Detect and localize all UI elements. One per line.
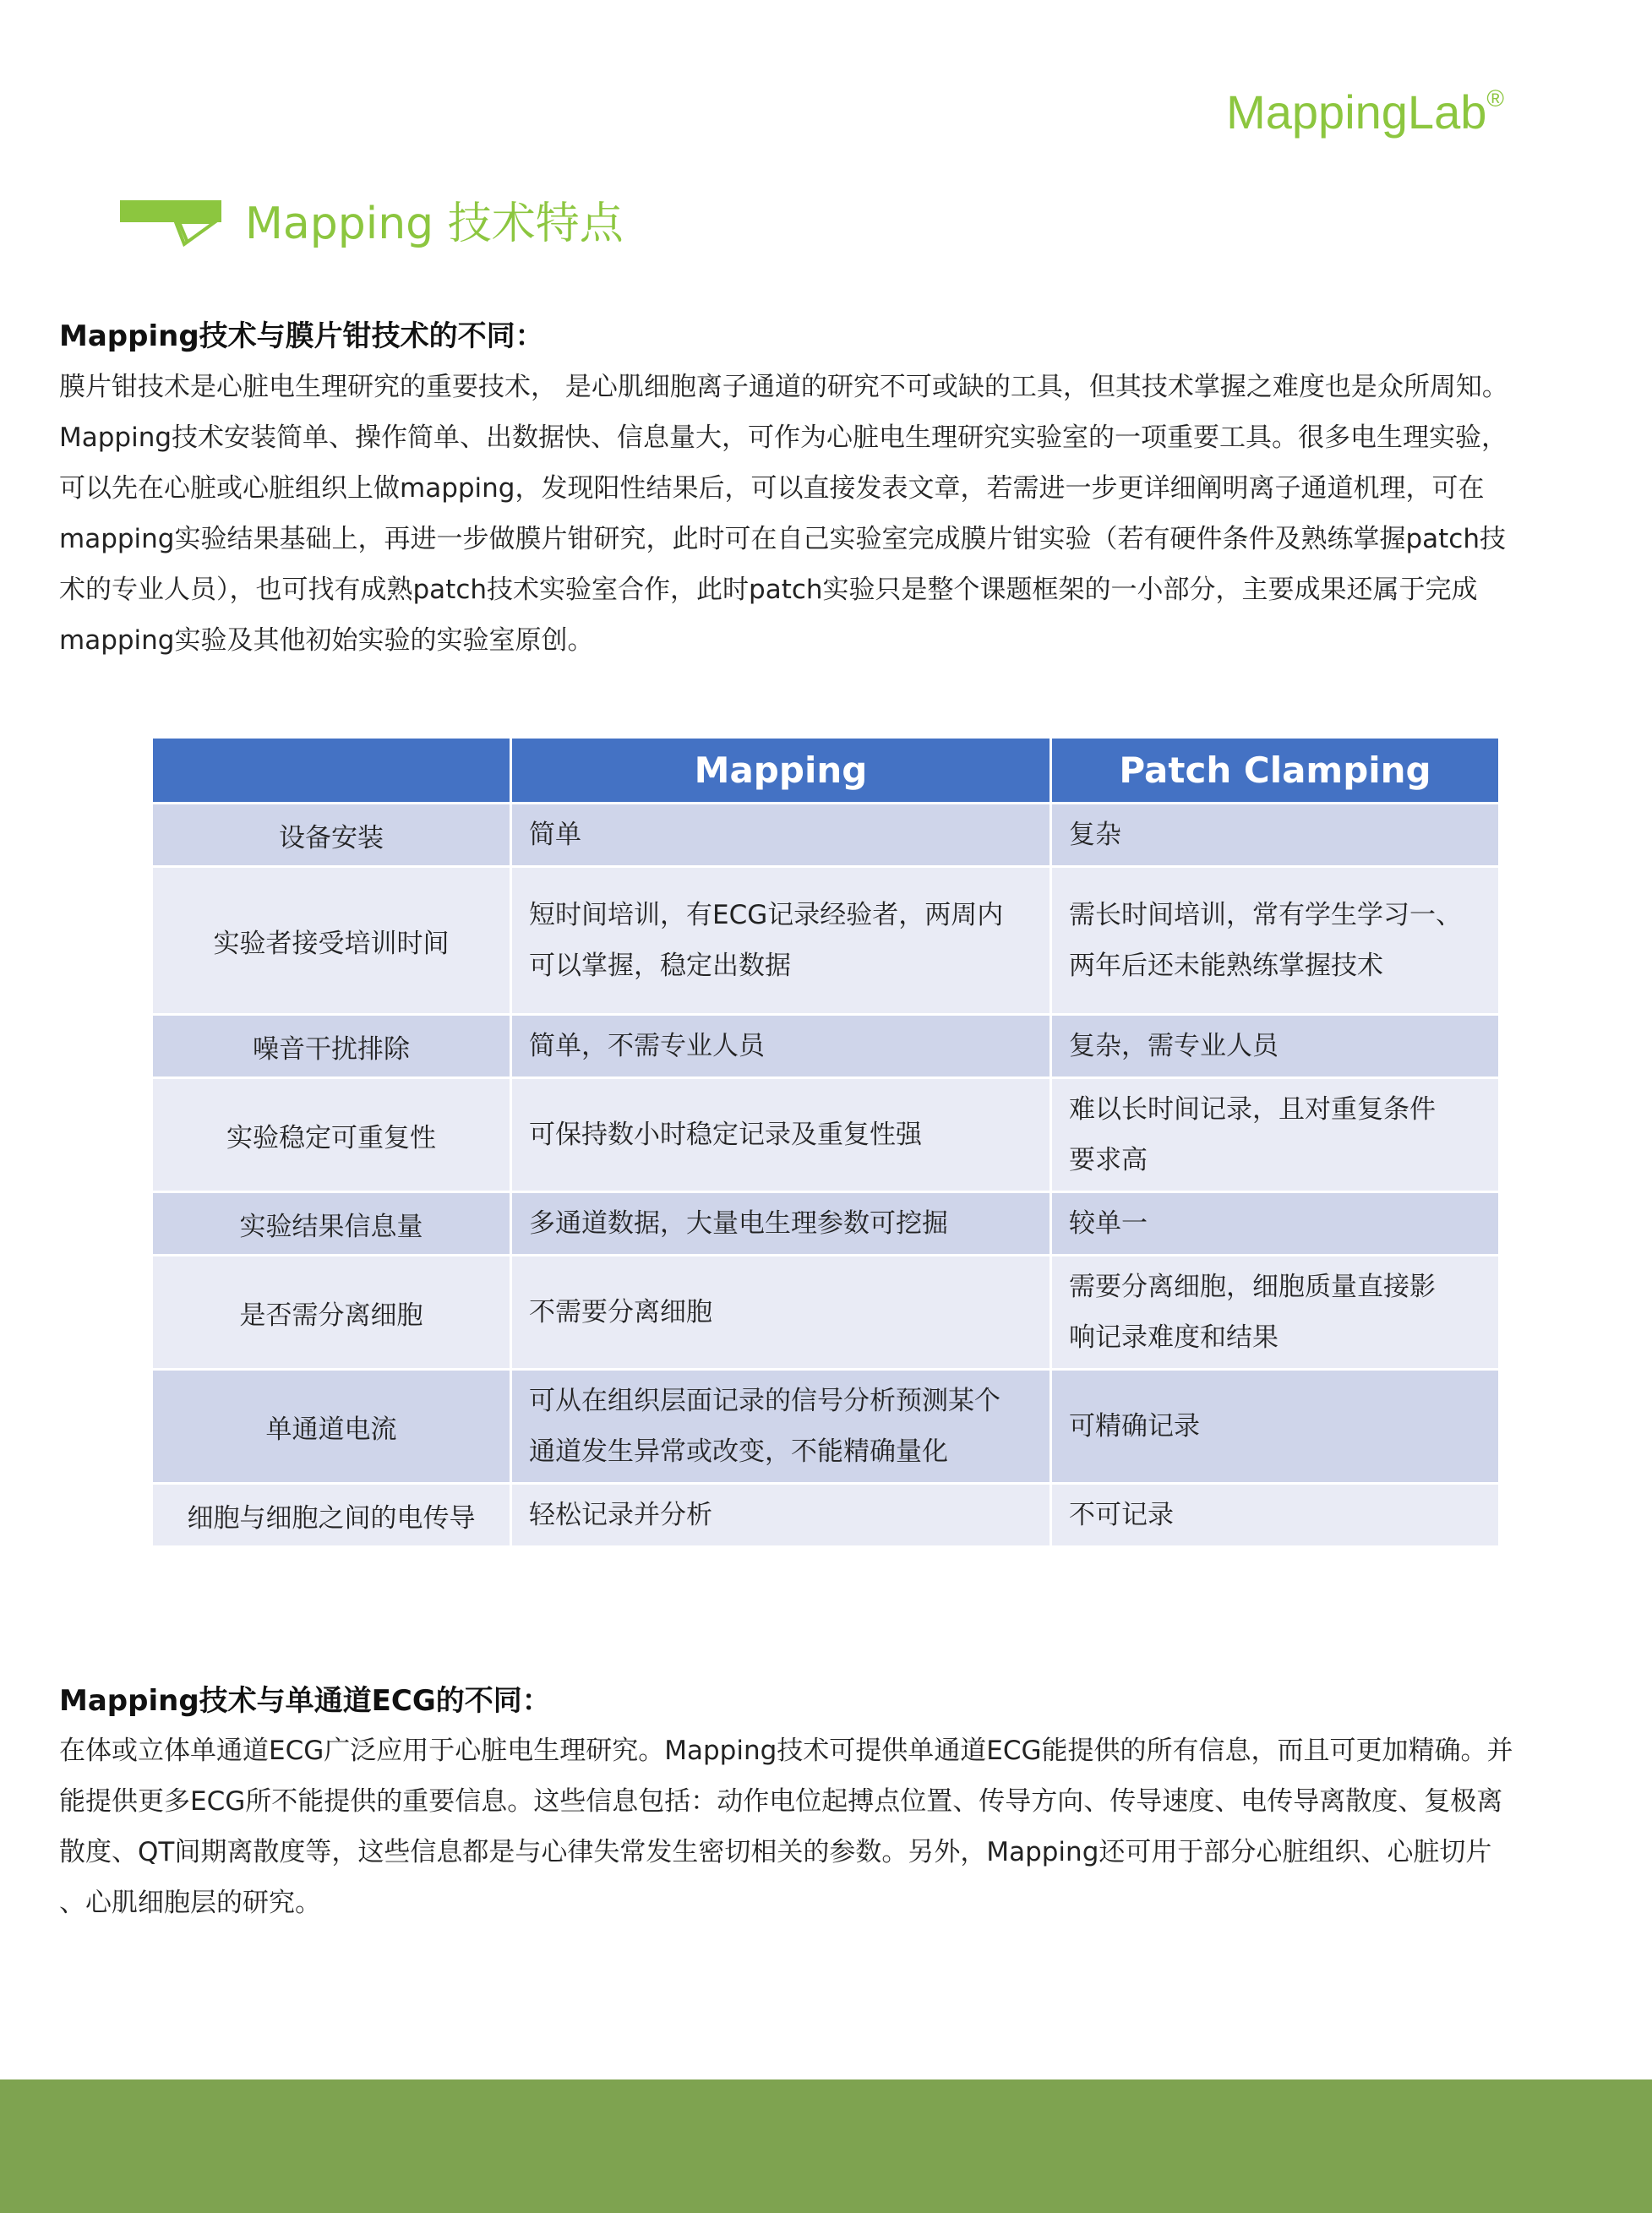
registered-mark: ®	[1486, 85, 1504, 112]
header-cell-feature	[153, 739, 510, 802]
mapping-cell	[512, 1485, 1050, 1545]
cell-line: 可保持数小时稳定记录及重复性强	[529, 1120, 922, 1150]
cell-line: 可以掌握，稳定出数据	[529, 951, 791, 981]
table-row	[153, 1256, 1498, 1368]
feature-cell: 实验稳定可重复性	[153, 1079, 510, 1191]
cell-line: 要求高	[1069, 1145, 1148, 1175]
paragraph-line: mapping实验结果基础上，再进一步做膜片钳研究，此时可在自己实验室完成膜片钳实验（若有硬件条件及熟练掌握patch技	[59, 524, 1507, 554]
mapping-cell	[512, 1016, 1050, 1077]
cell-line: 简单	[529, 820, 581, 850]
feature-cell: 单通道电流	[153, 1371, 510, 1482]
cell-line: 轻松记录并分析	[529, 1500, 712, 1530]
paragraph-line: 术的专业人员），也可找有成熟patch技术实验室合作，此时patch实验只是整个课题框架的一小部分，主要成果还属于完成	[59, 575, 1478, 605]
cell-line: 两年后还未能熟练掌握技术	[1069, 951, 1383, 981]
table-row	[153, 1371, 1498, 1482]
cell-line: 复杂，需专业人员	[1069, 1031, 1279, 1061]
mapping-cell	[512, 804, 1050, 865]
feature-cell: 是否需分离细胞	[153, 1256, 510, 1368]
paragraph-line: 、心肌细胞层的研究。	[59, 1888, 321, 1918]
cell-line: 可从在组织层面记录的信号分析预测某个	[529, 1386, 1000, 1416]
cell-line: 较单一	[1069, 1208, 1148, 1239]
table-row	[153, 868, 1498, 1013]
paragraph-line: mapping实验及其他初始实验的实验室原创。	[59, 625, 594, 656]
patch-comparison-paragraph	[59, 362, 1606, 666]
patch-cell	[1052, 1079, 1498, 1191]
ecg-comparison-heading: Mapping技术与单通道ECG的不同：	[59, 1684, 551, 1718]
section-title: Mapping 技术特点	[245, 199, 624, 249]
paragraph-line: 在体或立体单通道ECG广泛应用于心脏电生理研究。Mapping技术可提供单通道ECG能提供的所有信息，而且可更加精确。并	[59, 1736, 1513, 1766]
brand-logo	[1226, 84, 1504, 139]
feature-cell: 设备安装	[153, 804, 510, 865]
patch-cell	[1052, 1256, 1498, 1368]
section-marker-icon	[120, 200, 221, 249]
cell-line: 简单，不需专业人员	[529, 1031, 765, 1061]
table-row	[153, 1016, 1498, 1077]
cell-line: 需长时间培训，常有学生学习一、	[1069, 900, 1462, 930]
cell-line: 响记录难度和结果	[1069, 1322, 1279, 1353]
header-cell-patch: Patch Clamping	[1052, 739, 1498, 802]
paragraph-line: 能提供更多ECG所不能提供的重要信息。这些信息包括：动作电位起搏点位置、传导方向、传导速度、电传导离散度、复极离	[59, 1786, 1503, 1817]
mapping-cell	[512, 1079, 1050, 1191]
cell-line: 不需要分离细胞	[529, 1297, 712, 1327]
cell-line: 复杂	[1069, 820, 1121, 850]
footer-band	[0, 2079, 1652, 2213]
feature-cell: 噪音干扰排除	[153, 1016, 510, 1077]
cell-line: 不可记录	[1069, 1500, 1174, 1530]
comparison-table	[150, 736, 1501, 1548]
patch-comparison-heading: Mapping技术与膜片钳技术的不同：	[59, 319, 544, 353]
cell-line: 通道发生异常或改变，不能精确量化	[529, 1436, 948, 1467]
table-row	[153, 1485, 1498, 1545]
patch-cell	[1052, 1193, 1498, 1254]
mapping-cell	[512, 1193, 1050, 1254]
paragraph-line: 膜片钳技术是心脏电生理研究的重要技术， 是心肌细胞离子通道的研究不可或缺的工具，但其技术掌握之难度也是众所周知。	[59, 372, 1508, 402]
cell-line: 需要分离细胞，细胞质量直接影	[1069, 1272, 1436, 1302]
patch-cell	[1052, 868, 1498, 1013]
logo-text: MappingLab	[1226, 85, 1487, 139]
mapping-cell	[512, 1256, 1050, 1368]
table-header-row	[153, 739, 1498, 802]
cell-line: 可精确记录	[1069, 1411, 1200, 1442]
table-row	[153, 1079, 1498, 1191]
patch-cell	[1052, 1485, 1498, 1545]
ecg-comparison-paragraph	[59, 1725, 1606, 1928]
mapping-cell	[512, 1371, 1050, 1482]
paragraph-line: 散度、QT间期离散度等，这些信息都是与心律失常发生密切相关的参数。另外，Mapping还可用于部分心脏组织、心脏切片	[59, 1837, 1492, 1867]
cell-line: 短时间培训，有ECG记录经验者，两周内	[529, 900, 1004, 930]
table-row	[153, 804, 1498, 865]
feature-cell: 细胞与细胞之间的电传导	[153, 1485, 510, 1545]
patch-cell	[1052, 1371, 1498, 1482]
patch-cell	[1052, 1016, 1498, 1077]
feature-cell: 实验结果信息量	[153, 1193, 510, 1254]
paragraph-line: 可以先在心脏或心脏组织上做mapping，发现阳性结果后，可以直接发表文章，若需进一步更详细阐明离子通道机理，可在	[59, 473, 1485, 504]
cell-line: 多通道数据，大量电生理参数可挖掘	[529, 1208, 948, 1239]
cell-line: 难以长时间记录，且对重复条件	[1069, 1094, 1436, 1125]
mapping-cell	[512, 868, 1050, 1013]
header-cell-mapping: Mapping	[512, 739, 1050, 802]
feature-cell: 实验者接受培训时间	[153, 868, 510, 1013]
paragraph-line: Mapping技术安装简单、操作简单、出数据快、信息量大，可作为心脏电生理研究实验室的一项重要工具。很多电生理实验，	[59, 422, 1508, 453]
table-row	[153, 1193, 1498, 1254]
patch-cell	[1052, 804, 1498, 865]
